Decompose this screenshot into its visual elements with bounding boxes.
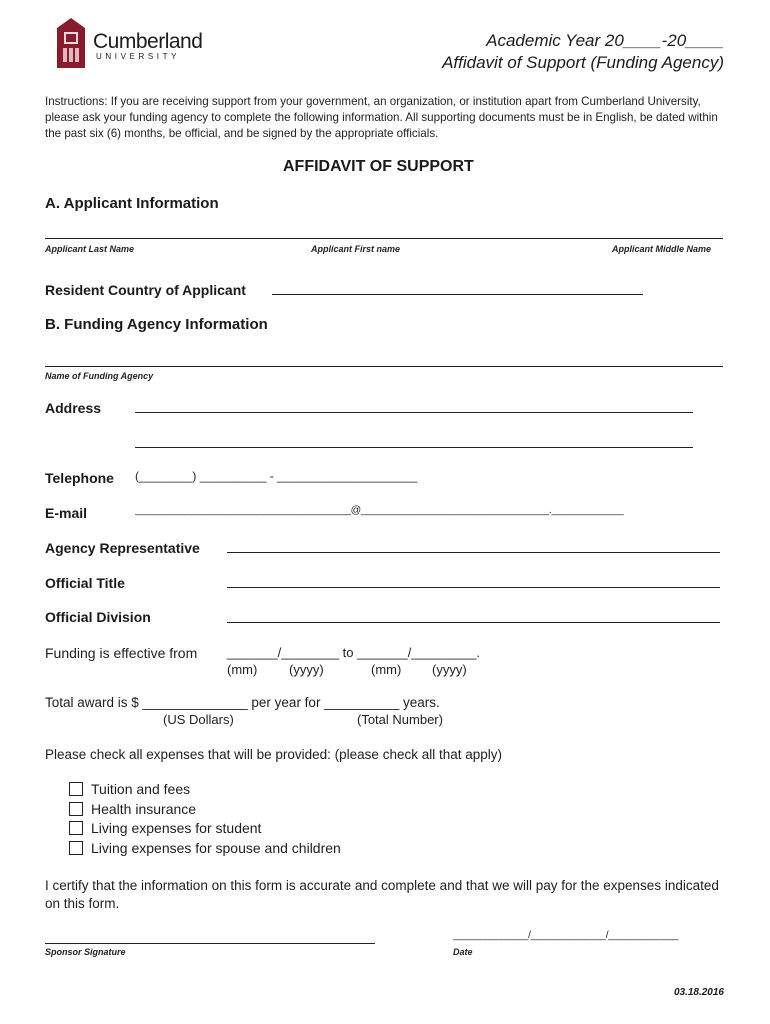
agency-name-label: Name of Funding Agency [45, 371, 154, 381]
official-title-label: Official Title [45, 575, 125, 591]
living-family-label: Living expenses for spouse and children [91, 840, 341, 856]
official-division-field[interactable] [227, 622, 720, 623]
applicant-last-name-label: Applicant Last Name [45, 244, 135, 254]
clock-tower-icon [55, 18, 87, 68]
living-student-label: Living expenses for student [91, 820, 262, 836]
form-revision-date: 03.18.2016 [673, 987, 724, 998]
logo-name: Cumberland [93, 30, 203, 53]
us-dollars-caption: (US Dollars) [163, 712, 234, 727]
funding-from-label: Funding is effective from [45, 645, 198, 661]
sponsor-signature-label: Sponsor Signature [45, 947, 126, 957]
signature-date-field[interactable]: ______________/______________/_____________ [453, 930, 679, 941]
logo-subtitle: UNIVERSITY [96, 52, 181, 61]
main-title: AFFIDAVIT OF SUPPORT [283, 158, 474, 175]
tuition-label: Tuition and fees [91, 781, 191, 797]
email-field[interactable]: _______________________________________@__________________________________._____________ [135, 505, 624, 516]
mm-to-caption: (mm) [371, 662, 402, 677]
address-label: Address [45, 400, 102, 416]
official-title-field[interactable] [227, 587, 720, 588]
mm-from-caption: (mm) [227, 662, 258, 677]
total-number-caption: (Total Number) [357, 712, 443, 727]
certification-statement: I certify that the information on this form is accurate and complete and that we will pay for the expenses indicated on this form. [45, 878, 719, 911]
agency-representative-field[interactable] [227, 552, 720, 553]
date-label: Date [453, 947, 473, 957]
section-a-heading: A. Applicant Information [45, 195, 219, 212]
living-family-checkbox[interactable] [69, 841, 83, 855]
section-b-heading: B. Funding Agency Information [45, 316, 268, 333]
total-award-field[interactable]: Total award is $ ______________ per year for __________ years. [45, 695, 440, 710]
instructions: Instructions: If you are receiving support from your government, an organization, or institution apart from Cumberland University, please ask your funding agency to complete the following information. All supporting documents must be in English, be dated within the past six (6) months, be official, and be signed by the appropriate officials. [45, 95, 718, 140]
tuition-checkbox[interactable] [69, 782, 83, 796]
academic-year: Academic Year 20____-20____ [486, 31, 724, 50]
agency-representative-label: Agency Representative [45, 540, 200, 556]
resident-country-label: Resident Country of Applicant [45, 282, 246, 298]
applicant-name-field[interactable] [45, 238, 723, 239]
sponsor-signature-field[interactable] [45, 943, 375, 944]
official-division-label: Official Division [45, 609, 151, 625]
funding-dates-field[interactable]: _______/________ to _______/_________. [227, 645, 481, 660]
form-title: Affidavit of Support (Funding Agency) [442, 53, 724, 72]
health-insurance-label: Health insurance [91, 801, 197, 817]
resident-country-field[interactable] [272, 294, 643, 295]
telephone-label: Telephone [45, 470, 114, 486]
applicant-middle-name-label: Applicant Middle Name [612, 244, 712, 254]
agency-name-field[interactable] [45, 366, 723, 367]
address-line-1-field[interactable] [135, 412, 693, 413]
applicant-first-name-label: Applicant First name [311, 244, 401, 254]
health-insurance-checkbox[interactable] [69, 802, 83, 816]
yyyy-to-caption: (yyyy) [432, 662, 467, 677]
yyyy-from-caption: (yyyy) [289, 662, 324, 677]
living-student-checkbox[interactable] [69, 821, 83, 835]
email-label: E-mail [45, 505, 88, 521]
expenses-prompt: Please check all expenses that will be provided: (please check all that apply) [45, 747, 503, 762]
telephone-field[interactable]: (________) __________ - _____________________ [135, 469, 418, 483]
address-line-2-field[interactable] [135, 447, 693, 448]
